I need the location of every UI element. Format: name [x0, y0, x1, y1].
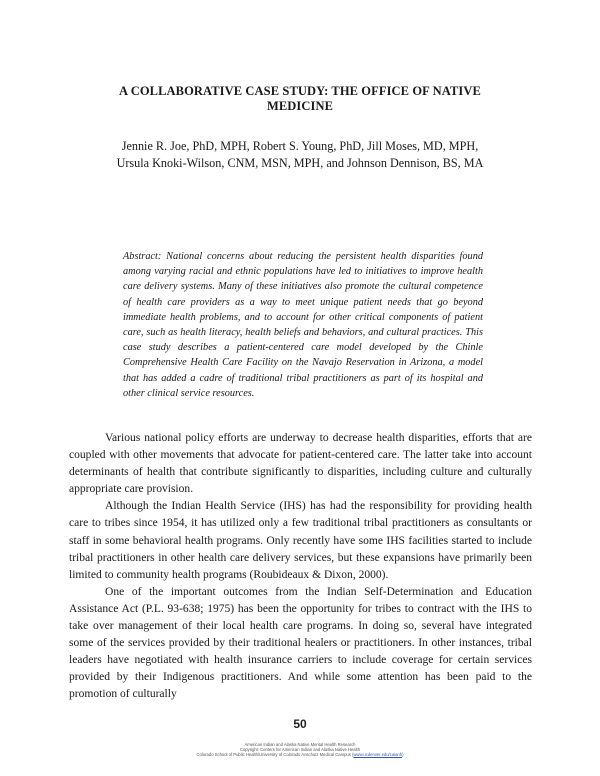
footer-affiliation-text: Colorado School of Public Health/University of Colorado Anschutz Medical Campus (	[196, 752, 354, 758]
footer-website-link[interactable]: www.ucdenver.edu/caianh	[353, 752, 403, 758]
author-list	[80, 138, 520, 172]
footer-copyright: Copyright: Centers for American Indian and Alaska Native Health	[239, 747, 361, 753]
abstract-text: National concerns about reducing the persistent health disparities found among varying racial and ethnic populations have led to initiatives to improve health care delivery systems. Many of these initiatives also promote the cultural competence of health care providers as a way to meet unique patient needs that go beyond immediate health problems, and to account for other critical components of patient care, such as health literacy, health beliefs and behaviors, and cultural practices. This case study describes a patient-centered care model developed by the Chinle Comprehensive Health Care Facility on the Navajo Reservation in Arizona, a model that has added a cadre of traditional tribal practitioners as part of its hospital and other clinical service resources.	[123, 251, 484, 399]
body-paragraph-2: Although the Indian Health Service (IHS) has had the responsibility for providing health care to tribes since 1954, it has utilized only a few traditional tribal practitioners as consultants or staff in some behavioral health programs. Only recently have some IHS facilities started to include tribal practitioners in other health care delivery services, but these expansions have primarily been limited to community health programs (Roubideaux & Dixon, 2000).	[69, 500, 532, 581]
footer-journal-name: American Indian and Alaska Native Mental Health Research	[244, 742, 356, 747]
paper-title: A COLLABORATIVE CASE STUDY: THE OFFICE OF NATIVE MEDICINE	[119, 84, 481, 113]
authors-line-1: Jennie R. Joe, PhD, MPH, Robert S. Young, PhD, Jill Moses, MD, MPH,	[121, 139, 479, 153]
footer-affiliation-close: )	[402, 752, 404, 758]
page-number: 50	[293, 717, 307, 731]
abstract	[123, 249, 483, 401]
body-paragraph-3: One of the important outcomes from the Indian Self-Determination and Education Assistance Act (P.L. 93-638; 1975) has been the opportunity for tribes to contract with the IHS to take over management of their local health care programs. In doing so, several have integrated some of the services provided by their traditional healers or practitioners. In other instances, tribal leaders have negotiated with health insurance carriers to include coverage for certain services provided by their Indigenous practitioners. And while some attention has been paid to the promotion of culturally	[69, 585, 532, 701]
abstract-label: Abstract:	[123, 251, 162, 262]
body-paragraph-1: Various national policy efforts are underway to decrease health disparities, efforts that are coupled with other movements that advocate for patient-centered care. The latter take into account determinants of health that contribute significantly to disparities, including culture and culturally appropriate care provision.	[69, 432, 532, 496]
journal-footer	[150, 742, 450, 758]
body-text	[69, 430, 532, 704]
authors-line-2: Ursula Knoki-Wilson, CNM, MSN, MPH, and Johnson Dennison, BS, MA	[116, 156, 484, 170]
footer-affiliation	[150, 752, 450, 757]
